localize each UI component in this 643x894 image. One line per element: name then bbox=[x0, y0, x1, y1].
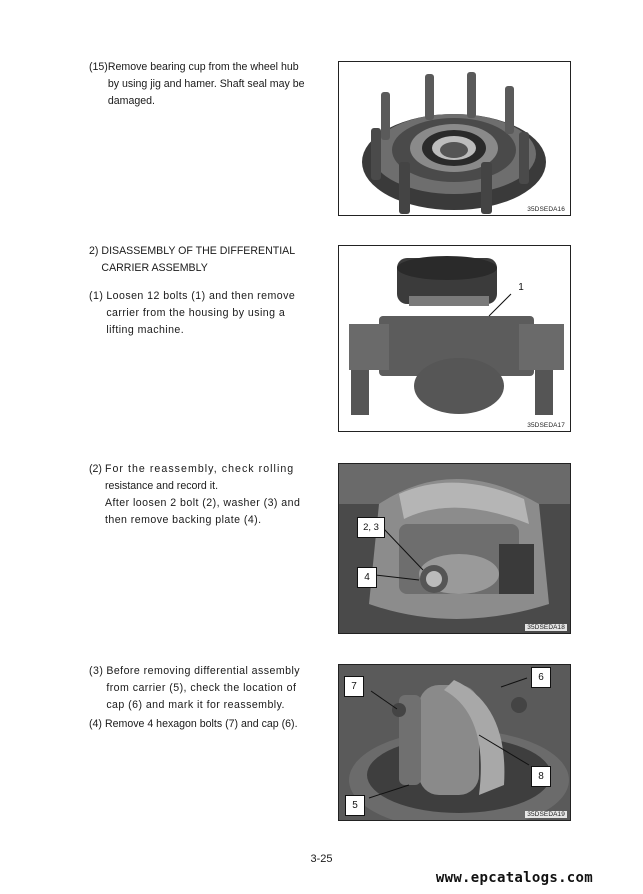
figure-differential-assembly bbox=[338, 664, 571, 821]
carrier-housing-photo bbox=[339, 246, 570, 431]
step-text: Remove 4 hexagon bolts (7) and cap (6). bbox=[104, 718, 298, 730]
step-text: Remove bearing cup from the wheel hub by using jig and hamer. Shaft seal may be damaged. bbox=[107, 61, 305, 107]
backing-plate-photo bbox=[339, 464, 570, 633]
step-text: Before removing differential assembly from carrier (5), check the location of cap (6) and mark it for reassembly. bbox=[106, 665, 301, 711]
step-number: (4) bbox=[89, 718, 102, 730]
watermark: www.epcatalogs.com bbox=[435, 870, 593, 886]
callout-8: 8 bbox=[531, 766, 551, 787]
section-heading bbox=[89, 243, 314, 277]
step-number: (3) bbox=[89, 665, 104, 677]
figure-code: 35DSEDA16 bbox=[527, 206, 565, 213]
step-text-line1: For the reassembly, check rolling bbox=[104, 463, 295, 475]
callout-2-3: 2, 3 bbox=[357, 517, 385, 538]
step-text-after: After loosen 2 bolt (2), washer (3) and then remove backing plate (4). bbox=[104, 497, 301, 526]
wheel-hub-photo bbox=[339, 62, 570, 215]
section-title-line2: CARRIER ASSEMBLY bbox=[101, 262, 208, 274]
page-number: 3-25 bbox=[310, 853, 333, 865]
callout-1: 1 bbox=[518, 282, 524, 293]
callout-4: 4 bbox=[357, 567, 377, 588]
step-4 bbox=[89, 716, 311, 733]
figure-code: 35DSEDA18 bbox=[527, 624, 565, 631]
figure-backing-plate bbox=[338, 463, 571, 634]
step-text: Loosen 12 bolts (1) and then remove carrier from the housing by using a lifting machine. bbox=[106, 290, 296, 336]
figure-carrier-housing bbox=[338, 245, 571, 432]
section-title-line1: DISASSEMBLY OF THE DIFFERENTIAL bbox=[101, 245, 296, 257]
step-number: (2) bbox=[89, 463, 102, 475]
figure-code: 35DSEDA17 bbox=[527, 422, 565, 429]
step-text-line2: resistance and record it. bbox=[104, 480, 219, 492]
step-15 bbox=[89, 59, 309, 110]
step-2 bbox=[89, 461, 311, 529]
step-3 bbox=[89, 663, 311, 714]
section-number: 2) bbox=[89, 245, 99, 257]
differential-assembly-photo bbox=[339, 665, 570, 820]
step-number: (1) bbox=[89, 290, 104, 302]
figure-code: 35DSEDA19 bbox=[527, 811, 565, 818]
figure-wheel-hub bbox=[338, 61, 571, 216]
callout-5: 5 bbox=[345, 795, 365, 816]
step-1 bbox=[89, 288, 311, 339]
callout-7: 7 bbox=[344, 676, 364, 697]
callout-6: 6 bbox=[531, 667, 551, 688]
step-number: (15) bbox=[89, 61, 108, 73]
